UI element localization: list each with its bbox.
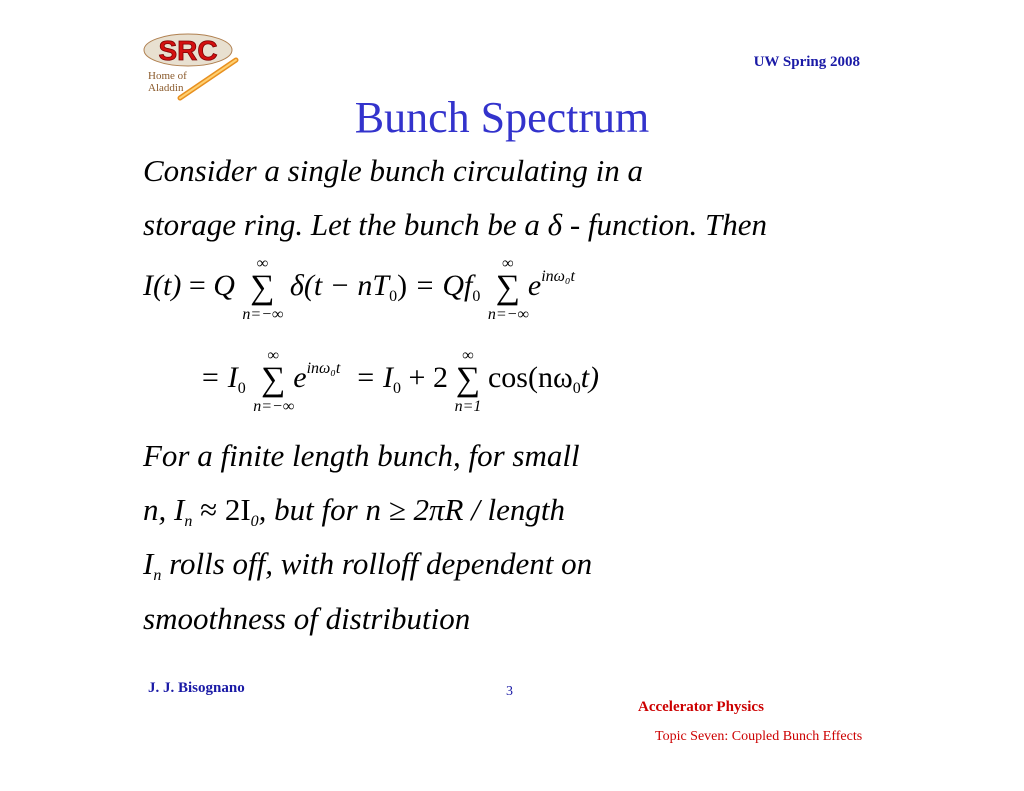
body-line-6: smoothness of distribution [143, 601, 471, 636]
equation-1 [143, 254, 575, 323]
sum-symbol: ∑ [495, 268, 520, 306]
topic: Topic Seven: Coupled Bunch Effects [655, 729, 863, 744]
eq2-i0-sub: 0 [237, 380, 246, 397]
eq1-sum-bottom: n=−∞ [242, 305, 284, 323]
line4-sub: n [184, 513, 193, 530]
eq1-rhs-sub: 0 [472, 288, 481, 305]
eq1-rhs-q: = Qf [414, 269, 473, 302]
eq2-rhs: = I [355, 361, 394, 394]
course-name: Accelerator Physics [638, 699, 764, 715]
eq1-sum-top: ∞ [256, 254, 269, 272]
eq2-rhs-sub: 0 [393, 380, 402, 397]
sum-symbol: ∑ [250, 268, 275, 306]
eq2-sum-bottom: n=−∞ [253, 397, 295, 415]
sum-symbol: ∑ [261, 360, 286, 398]
eq2-sum [253, 346, 295, 415]
eq1-delta: δ(t − nT [289, 269, 390, 302]
line4-b: ≈ 2I [192, 492, 251, 527]
eq2-sum-top: ∞ [267, 346, 279, 364]
slide-title: Bunch Spectrum [354, 93, 650, 142]
eq1-sum2-top: ∞ [502, 254, 514, 272]
line5-b: rolls off, with rolloff dependent on [161, 546, 593, 581]
body-line-2: storage ring. Let the bunch be a δ - function. Then [143, 207, 768, 242]
eq2-exp-sup: inω₀t [306, 360, 341, 377]
body-line-4 [143, 492, 565, 531]
eq2-sum2-top: ∞ [462, 346, 474, 364]
eq2-cos-end: t) [580, 361, 600, 394]
eq1-delta-sub: 0 [389, 288, 398, 305]
eq2-cos-sub: 0 [572, 380, 581, 397]
body-line-5 [143, 546, 592, 585]
eq1-lhs: I(t) [143, 269, 182, 302]
eq2-sum2-bottom: n=1 [454, 397, 482, 415]
sum-symbol: ∑ [455, 360, 481, 398]
line5-a: I [143, 546, 154, 581]
body-line-3: For a finite length bunch, for small [143, 438, 580, 473]
equation-2 [200, 346, 600, 415]
eq1-equals: = [188, 269, 206, 302]
eq1-sum [242, 254, 284, 323]
eq1-sum2 [487, 254, 529, 323]
eq1-sum2-bottom: n=−∞ [487, 305, 529, 323]
line5-sub: n [153, 567, 162, 584]
eq2-sum2 [448, 346, 488, 415]
eq2-i0: = I [200, 361, 238, 394]
eq2-plus: + 2 [408, 361, 448, 394]
line4-sub0: 0 [250, 513, 259, 530]
body-line-1: Consider a single bunch circulating in a [143, 153, 643, 188]
eq1-delta-close: ) [397, 269, 408, 302]
logo-sub-1: Home of [148, 70, 187, 82]
eq1-exp-base: e [527, 269, 542, 302]
eq2-cos: cos(nω [487, 361, 573, 394]
line4-c: , but for n ≥ 2πR / length [258, 492, 566, 527]
line4-a: n, I [143, 492, 185, 527]
eq2-exp-base: e [293, 361, 307, 394]
eq1-exp-sup: inω₀t [541, 268, 575, 285]
logo-sub-2: Aladdin [148, 82, 184, 94]
author: J. J. Bisognano [148, 680, 245, 696]
logo-text: SRC [158, 35, 218, 66]
page-number: 3 [506, 684, 513, 699]
eq1-q: Q [213, 269, 235, 302]
course-term: UW Spring 2008 [753, 54, 860, 70]
